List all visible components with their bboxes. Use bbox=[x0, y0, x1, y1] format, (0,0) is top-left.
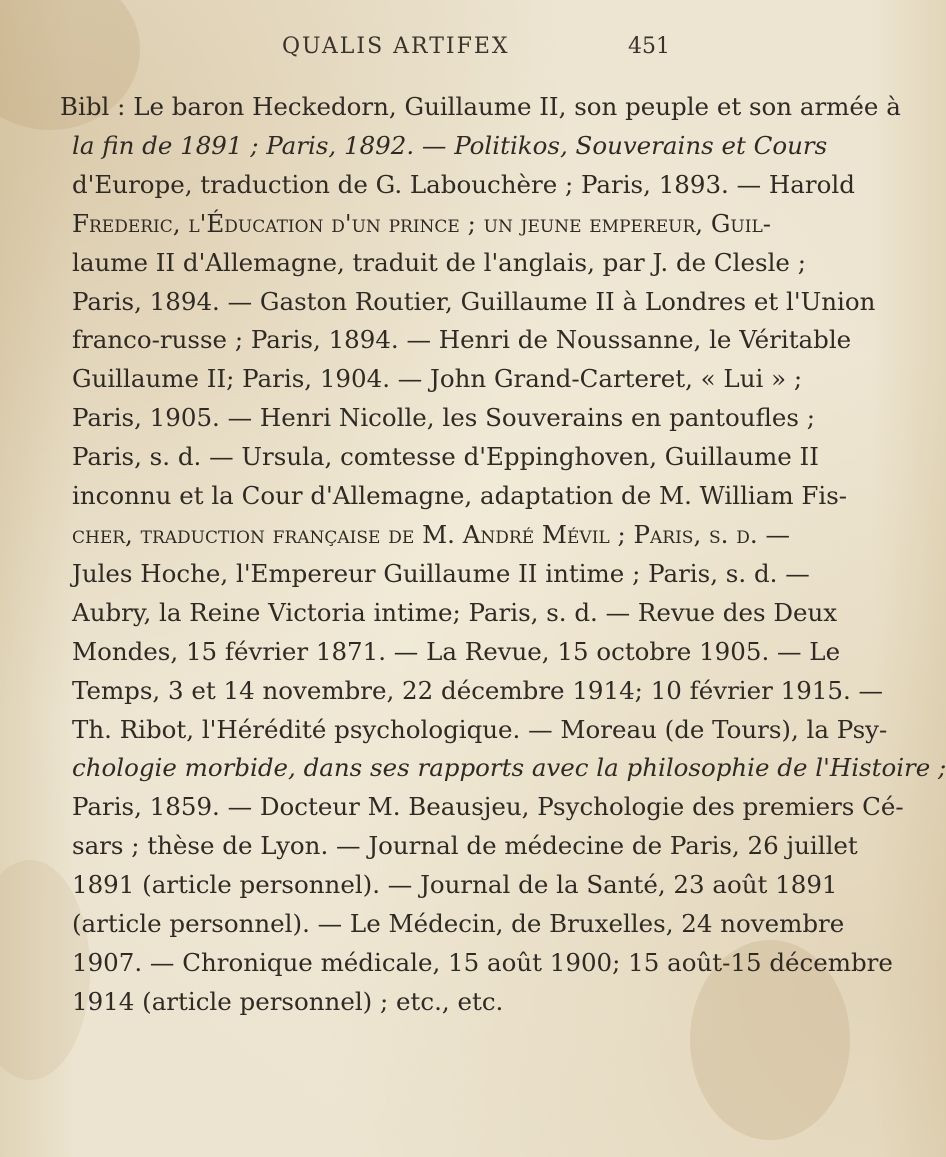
text-line: laume II d'Allemagne, traduit de l'anglais, par J. de Clesle ; bbox=[72, 247, 806, 277]
text-line: Paris, 1894. — Gaston Routier, Guillaume II à Londres et l'Union bbox=[72, 286, 876, 316]
text-line: d'Europe, traduction de G. Labouchère ; Paris, 1893. — Harold bbox=[72, 169, 855, 199]
text-line: Temps, 3 et 14 novembre, 22 décembre 1914; 10 février 1915. — bbox=[72, 675, 884, 705]
text-line: 1914 (article personnel) ; etc., etc. bbox=[72, 986, 504, 1016]
text-line: Paris, 1859. — Docteur M. Beausjeu, Psychologie des premiers Cé- bbox=[72, 792, 904, 822]
text-line: Jules Hoche, l'Empereur Guillaume II intime ; Paris, s. d. — bbox=[72, 558, 810, 588]
text-line: 1891 (article personnel). — Journal de la Santé, 23 août 1891 bbox=[72, 870, 838, 900]
text-line: Guillaume II; Paris, 1904. — John Grand-Carteret, « Lui » ; bbox=[72, 364, 803, 394]
text-line: inconnu et la Cour d'Allemagne, adaptation de M. William Fis- bbox=[72, 481, 848, 511]
text-line: franco-russe ; Paris, 1894. — Henri de Noussanne, le Véritable bbox=[72, 325, 852, 355]
text-line: chologie morbide, dans ses rapports avec la philosophie de l'Histoire ; bbox=[72, 753, 946, 783]
text-line: 1907. — Chronique médicale, 15 août 1900; 15 août-15 décembre bbox=[72, 947, 893, 977]
text-line: (article personnel). — Le Médecin, de Bruxelles, 24 novembre bbox=[72, 909, 845, 939]
text-line: Paris, 1905. — Henri Nicolle, les Souverains en pantoufles ; bbox=[72, 403, 815, 433]
text-line: Paris, s. d. — Ursula, comtesse d'Eppinghoven, Guillaume II bbox=[72, 442, 819, 472]
text-line: Th. Ribot, l'Hérédité psychologique. — Moreau (de Tours), la Psy- bbox=[72, 714, 888, 744]
text-line: Aubry, la Reine Victoria intime; Paris, s. d. — Revue des Deux bbox=[72, 597, 838, 627]
running-head bbox=[0, 34, 800, 74]
running-title: QUALIS ARTIFEX bbox=[282, 34, 510, 59]
text-line: Frederic, l'Éducation d'un prince ; un jeune empereur, Guil- bbox=[72, 208, 772, 238]
text-line: cher, traduction française de M. André Mévil ; Paris, s. d. — bbox=[72, 519, 790, 549]
bibliography-paragraph bbox=[60, 88, 946, 1022]
page-number: 451 bbox=[628, 34, 670, 59]
text-line: Bibl : Le baron Heckedorn, Guillaume II, son peuple et son armée à bbox=[60, 92, 901, 121]
text-line: la fin de 1891 ; Paris, 1892. — Politikos, Souverains et Cours bbox=[72, 130, 828, 160]
text-line: sars ; thèse de Lyon. — Journal de médecine de Paris, 26 juillet bbox=[72, 831, 858, 861]
text-line: Mondes, 15 février 1871. — La Revue, 15 octobre 1905. — Le bbox=[72, 636, 841, 666]
